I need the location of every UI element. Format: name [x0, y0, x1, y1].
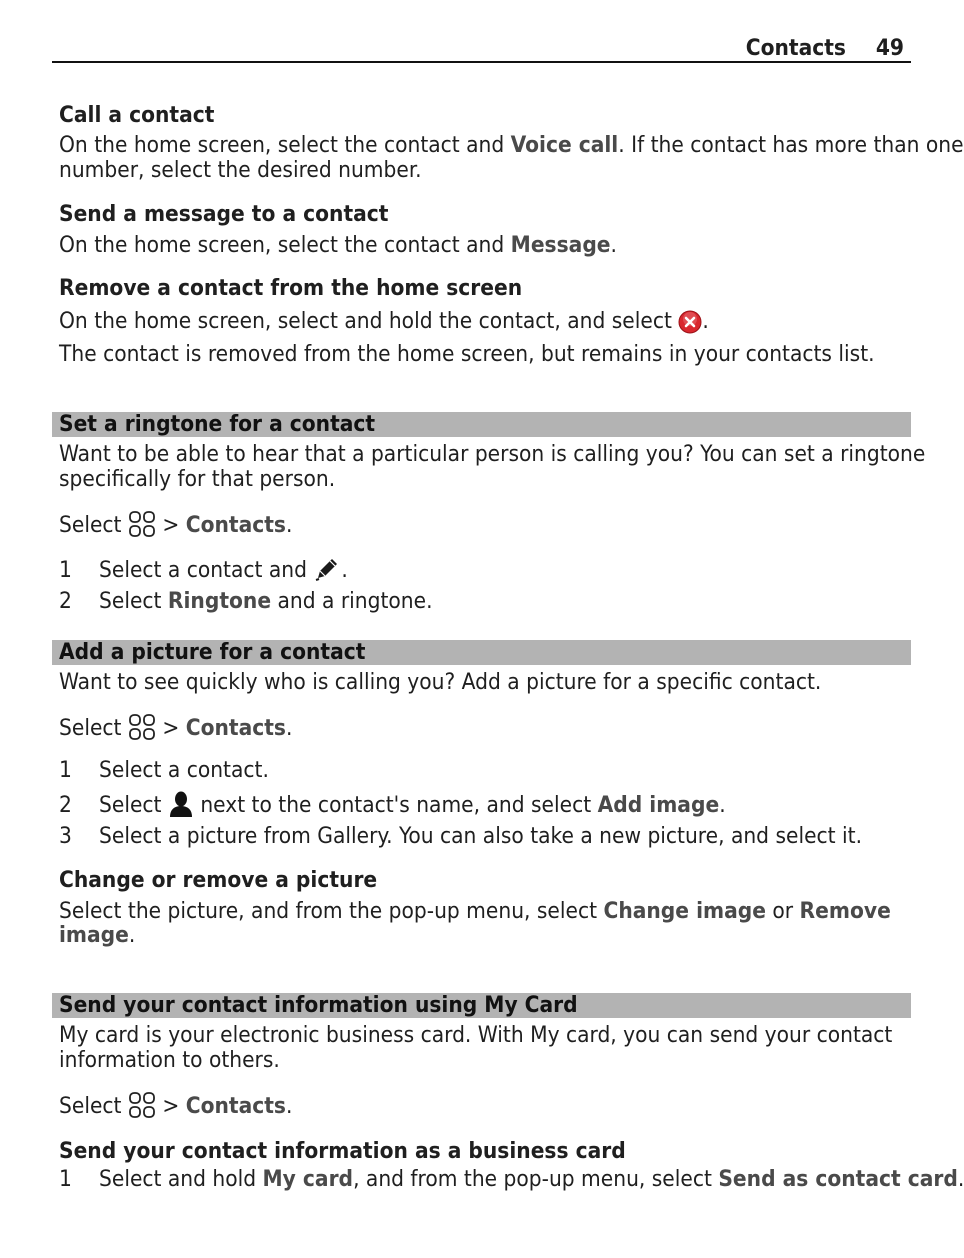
edit-pencil-icon	[313, 555, 341, 589]
change-image-keyword: Change image	[603, 898, 766, 924]
send-message-text: On the home screen, select the contact and Message.	[59, 232, 617, 258]
menu-grid-icon	[128, 713, 156, 747]
picture-step-2: 2 Select next to the contact's name, and select Add image.	[59, 790, 726, 824]
ringtone-step-2: 2 Select Ringtone and a ringtone.	[59, 588, 433, 614]
my-card-keyword: My card	[262, 1166, 354, 1192]
menu-grid-icon	[128, 1091, 156, 1125]
my-card-select-path: Select > Contacts.	[59, 1091, 292, 1125]
picture-step-1: 1 Select a contact.	[59, 757, 269, 783]
ringtone-select-path: Select > Contacts.	[59, 510, 292, 544]
remove-contact-text: On the home screen, select and hold the contact, and select .	[59, 308, 709, 340]
ringtone-keyword: Ringtone	[167, 588, 272, 614]
header-rule	[52, 61, 911, 63]
page-number: 49	[875, 35, 904, 61]
picture-select-path: Select > Contacts.	[59, 713, 292, 747]
remove-icon	[678, 310, 702, 340]
image-keyword: image	[59, 922, 129, 948]
picture-step-3: 3 Select a picture from Gallery. You can also take a new picture, and select it.	[59, 823, 863, 849]
business-card-step-1: 1 Select and hold My card, and from the pop-up menu, select Send as contact card.	[59, 1166, 964, 1192]
contacts-keyword: Contacts	[185, 715, 286, 741]
running-header-title: Contacts	[745, 35, 846, 61]
call-contact-title: Call a contact	[59, 102, 215, 128]
voice-call-keyword: Voice call	[510, 132, 619, 158]
ringtone-intro: Want to be able to hear that a particular person is calling you? You can set a ringtone	[59, 441, 926, 467]
ringtone-intro-2: specifically for that person.	[59, 466, 336, 492]
send-message-title: Send a message to a contact	[59, 201, 389, 227]
section-heading-picture: Add a picture for a contact	[52, 640, 911, 665]
section-heading-ringtone: Set a ringtone for a contact	[52, 412, 911, 437]
change-picture-text-2: image.	[59, 922, 136, 948]
my-card-intro-2: information to others.	[59, 1047, 280, 1073]
send-as-contact-card-keyword: Send as contact card	[718, 1166, 958, 1192]
change-picture-text: Select the picture, and from the pop-up menu, select Change image or Remove	[59, 898, 891, 924]
contact-silhouette-icon	[168, 790, 194, 824]
menu-grid-icon	[128, 510, 156, 544]
message-keyword: Message	[510, 232, 611, 258]
my-card-intro: My card is your electronic business card. With My card, you can send your contact	[59, 1022, 893, 1048]
add-image-keyword: Add image	[597, 792, 720, 818]
call-contact-text: On the home screen, select the contact and Voice call. If the contact has more than one	[59, 132, 964, 158]
remove-keyword: Remove	[799, 898, 891, 924]
change-picture-title: Change or remove a picture	[59, 867, 378, 893]
picture-intro: Want to see quickly who is calling you? Add a picture for a specific contact.	[59, 669, 822, 695]
contacts-keyword: Contacts	[185, 1093, 286, 1119]
business-card-title: Send your contact information as a business card	[59, 1138, 626, 1164]
section-heading-my-card: Send your contact information using My Card	[52, 993, 911, 1018]
remove-contact-title: Remove a contact from the home screen	[59, 275, 523, 301]
remove-contact-text-2: The contact is removed from the home screen, but remains in your contacts list.	[59, 341, 875, 367]
call-contact-text-2: number, select the desired number.	[59, 157, 422, 183]
ringtone-step-1: 1 Select a contact and .	[59, 555, 348, 589]
contacts-keyword: Contacts	[185, 512, 286, 538]
